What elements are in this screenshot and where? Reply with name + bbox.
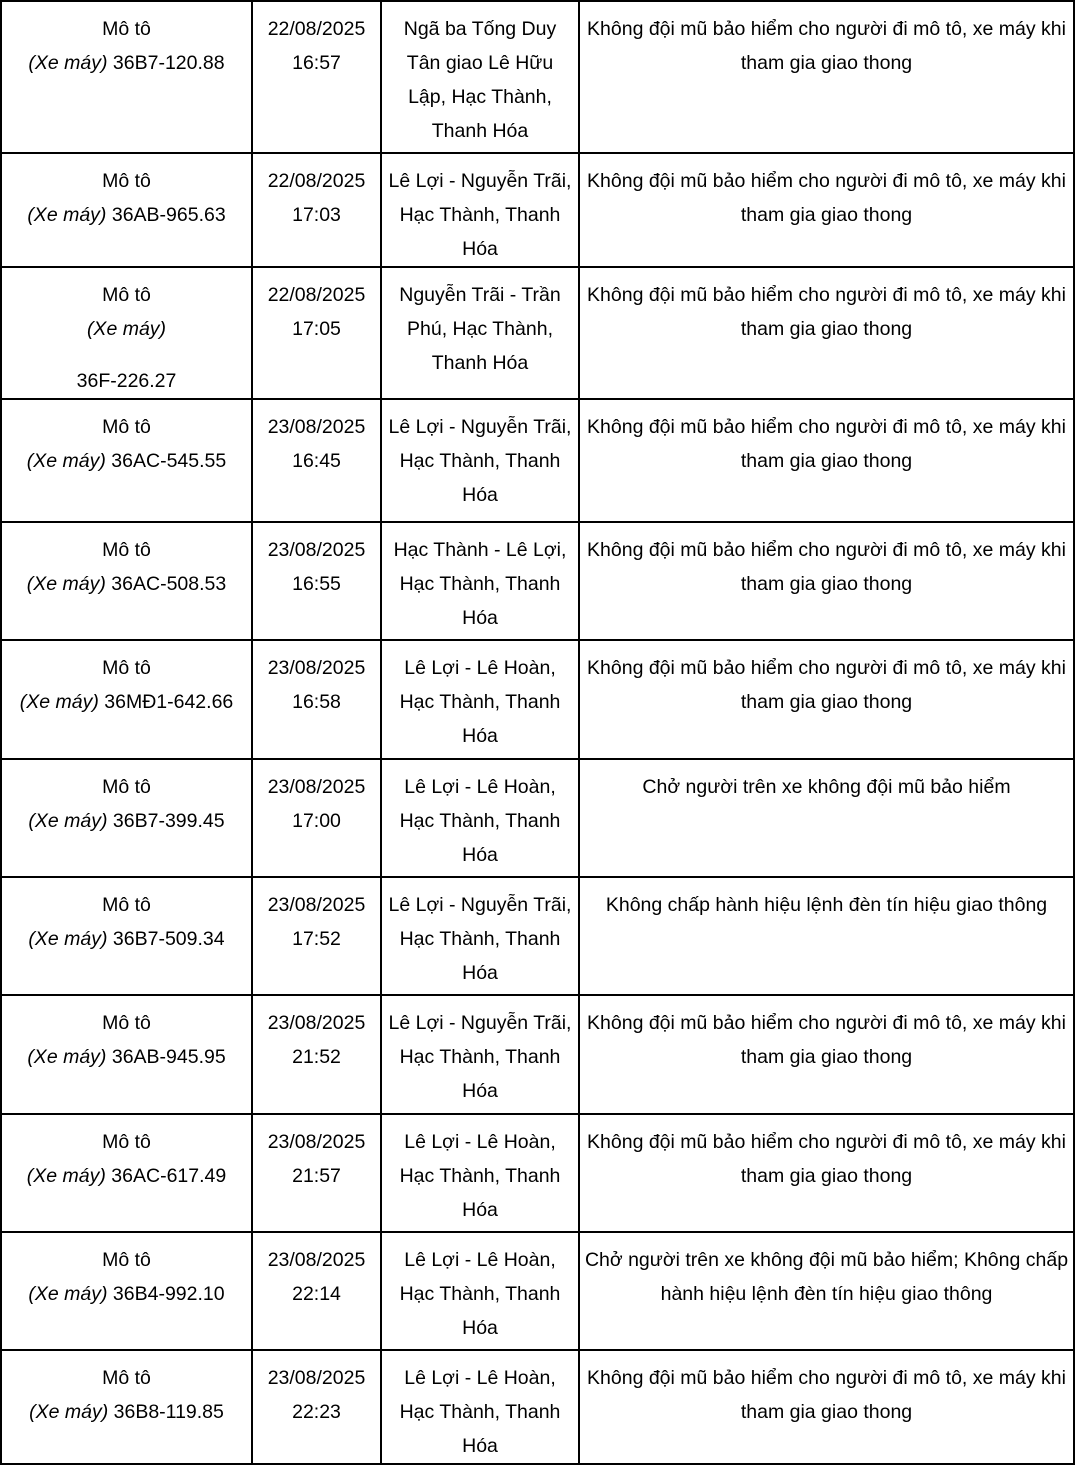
cell-location: Lê Lợi - Lê Hoàn, Hạc Thành, Thanh Hóa [381,759,579,877]
vehicle-type: Mô tô [102,170,151,192]
cell-offense: Không chấp hành hiệu lệnh đèn tín hiệu giao thông [579,877,1074,995]
violation-time: 17:00 [292,810,341,832]
vehicle-plate-line [6,922,247,956]
violation-date: 23/08/2025 [267,416,366,438]
vehicle-plate-line [6,46,247,80]
table-row [1,1350,1074,1464]
vehicle-plate-line [6,198,247,232]
violation-time: 21:57 [292,1165,341,1187]
cell-offense: Không đội mũ bảo hiểm cho người đi mô tô, xe máy khi tham gia giao thong [579,640,1074,759]
vehicle-subtype: (Xe máy) [29,1401,109,1423]
violation-time: 22:14 [292,1283,341,1305]
vehicle-plate-line [6,1159,247,1193]
vehicle-subtype: (Xe máy) [28,52,108,74]
violation-date: 23/08/2025 [267,894,366,916]
vehicle-plate: 36B8-119.85 [113,1401,224,1423]
vehicle-plate-line [6,567,247,601]
vehicle-subtype: (Xe máy) [28,928,108,950]
violation-time: 16:55 [292,573,341,595]
cell-location: Lê Lợi - Nguyễn Trãi, Hạc Thành, Thanh Hóa [381,877,579,995]
violation-time: 16:58 [292,691,341,713]
cell-location: Lê Lợi - Lê Hoàn, Hạc Thành, Thanh Hóa [381,1114,579,1232]
vehicle-type: Mô tô [102,18,151,40]
vehicle-type: Mô tô [102,1367,151,1389]
vehicle-plate: 36AC-508.53 [111,573,227,595]
table-row [1,1232,1074,1350]
violation-date: 22/08/2025 [267,284,366,306]
table-row [1,399,1074,522]
cell-location: Lê Lợi - Lê Hoàn, Hạc Thành, Thanh Hóa [381,1232,579,1350]
violation-time: 16:57 [292,52,341,74]
vehicle-plate: 36AC-617.49 [111,1165,227,1187]
cell-datetime [252,153,381,267]
cell-location: Lê Lợi - Lê Hoàn, Hạc Thành, Thanh Hóa [381,1350,579,1464]
violation-time: 22:23 [292,1401,341,1423]
violation-table-body [1,1,1074,1464]
vehicle-plate: 36B7-120.88 [112,52,225,74]
vehicle-plate: 36AC-545.55 [111,450,227,472]
violation-date: 23/08/2025 [267,1249,366,1271]
vehicle-subtype: (Xe máy) [27,204,107,226]
vehicle-plate: 36MĐ1-642.66 [104,691,234,713]
cell-location: Lê Lợi - Lê Hoàn, Hạc Thành, Thanh Hóa [381,640,579,759]
cell-vehicle [1,522,252,640]
cell-vehicle [1,153,252,267]
cell-vehicle [1,399,252,522]
vehicle-type: Mô tô [102,1131,151,1153]
violation-date: 23/08/2025 [267,539,366,561]
cell-datetime [252,1,381,153]
cell-vehicle [1,1,252,153]
vehicle-type: Mô tô [102,284,151,306]
violation-date: 22/08/2025 [267,170,366,192]
cell-datetime [252,1232,381,1350]
vehicle-plate-line [6,685,247,719]
vehicle-type: Mô tô [102,416,151,438]
vehicle-type: Mô tô [102,539,151,561]
table-row [1,995,1074,1114]
vehicle-plate-line [6,804,247,838]
violation-time: 21:52 [292,1046,341,1068]
vehicle-type: Mô tô [102,894,151,916]
cell-offense: Không đội mũ bảo hiểm cho người đi mô tô, xe máy khi tham gia giao thong [579,1,1074,153]
cell-offense: Không đội mũ bảo hiểm cho người đi mô tô, xe máy khi tham gia giao thong [579,1114,1074,1232]
vehicle-type: Mô tô [102,1249,151,1271]
violation-date: 23/08/2025 [267,657,366,679]
table-row [1,153,1074,267]
cell-offense: Chở người trên xe không đội mũ bảo hiểm [579,759,1074,877]
cell-vehicle [1,759,252,877]
cell-offense: Không đội mũ bảo hiểm cho người đi mô tô, xe máy khi tham gia giao thong [579,995,1074,1114]
cell-offense: Không đội mũ bảo hiểm cho người đi mô tô, xe máy khi tham gia giao thong [579,522,1074,640]
violation-time: 17:05 [292,318,341,340]
table-row [1,640,1074,759]
table-row [1,877,1074,995]
cell-datetime [252,522,381,640]
cell-offense: Chở người trên xe không đội mũ bảo hiểm; Không chấp hành hiệu lệnh đèn tín hiệu giao thông [579,1232,1074,1350]
cell-offense: Không đội mũ bảo hiểm cho người đi mô tô, xe máy khi tham gia giao thong [579,1350,1074,1464]
vehicle-subtype: (Xe máy) [28,1283,108,1305]
cell-location: Lê Lợi - Nguyễn Trãi, Hạc Thành, Thanh Hóa [381,399,579,522]
table-row [1,267,1074,399]
vehicle-plate: 36AB-945.95 [111,1046,226,1068]
table-row [1,522,1074,640]
vehicle-subtype: (Xe máy) [28,810,108,832]
cell-vehicle [1,877,252,995]
cell-location: Lê Lợi - Nguyễn Trãi, Hạc Thành, Thanh Hóa [381,153,579,267]
cell-vehicle [1,995,252,1114]
vehicle-plate-line [6,1277,247,1311]
violation-time: 17:52 [292,928,341,950]
vehicle-plate: 36AB-965.63 [111,204,226,226]
vehicle-type: Mô tô [102,1012,151,1034]
table-row [1,1114,1074,1232]
violation-date: 23/08/2025 [267,1367,366,1389]
vehicle-type: Mô tô [102,657,151,679]
cell-datetime [252,1350,381,1464]
vehicle-type: Mô tô [102,776,151,798]
cell-location: Hạc Thành - Lê Lợi, Hạc Thành, Thanh Hóa [381,522,579,640]
cell-offense: Không đội mũ bảo hiểm cho người đi mô tô, xe máy khi tham gia giao thong [579,153,1074,267]
vehicle-subtype: (Xe máy) [26,573,106,595]
cell-vehicle [1,1350,252,1464]
table-row [1,1,1074,153]
vehicle-subtype: (Xe máy) [27,1046,107,1068]
vehicle-plate: 36F-226.27 [76,370,177,392]
cell-vehicle [1,1232,252,1350]
cell-datetime [252,1114,381,1232]
cell-datetime [252,877,381,995]
violation-time: 17:03 [292,204,341,226]
cell-datetime [252,267,381,399]
vehicle-subtype: (Xe máy) [26,1165,106,1187]
violation-date: 23/08/2025 [267,776,366,798]
vehicle-plate-line [6,1395,247,1429]
cell-datetime [252,995,381,1114]
cell-offense: Không đội mũ bảo hiểm cho người đi mô tô, xe máy khi tham gia giao thong [579,399,1074,522]
cell-datetime [252,399,381,522]
cell-location: Ngã ba Tống Duy Tân giao Lê Hữu Lập, Hạc Thành, Thanh Hóa [381,1,579,153]
vehicle-plate-line [6,1040,247,1074]
cell-vehicle [1,267,252,399]
vehicle-plate-line [6,444,247,478]
violation-time: 16:45 [292,450,341,472]
cell-datetime [252,759,381,877]
cell-location: Lê Lợi - Nguyễn Trãi, Hạc Thành, Thanh Hóa [381,995,579,1114]
cell-vehicle [1,640,252,759]
vehicle-plate: 36B4-992.10 [112,1283,225,1305]
vehicle-subtype: (Xe máy) [19,691,99,713]
vehicle-subtype: (Xe máy) [26,450,106,472]
violation-date: 23/08/2025 [267,1012,366,1034]
violation-date: 22/08/2025 [267,18,366,40]
vehicle-subtype: (Xe máy) [86,318,167,340]
table-row [1,759,1074,877]
cell-vehicle [1,1114,252,1232]
vehicle-plate: 36B7-399.45 [112,810,225,832]
violation-date: 23/08/2025 [267,1131,366,1153]
cell-offense: Không đội mũ bảo hiểm cho người đi mô tô, xe máy khi tham gia giao thong [579,267,1074,399]
cell-datetime [252,640,381,759]
vehicle-plate: 36B7-509.34 [112,928,225,950]
cell-location: Nguyễn Trãi - Trần Phú, Hạc Thành, Thanh Hóa [381,267,579,399]
